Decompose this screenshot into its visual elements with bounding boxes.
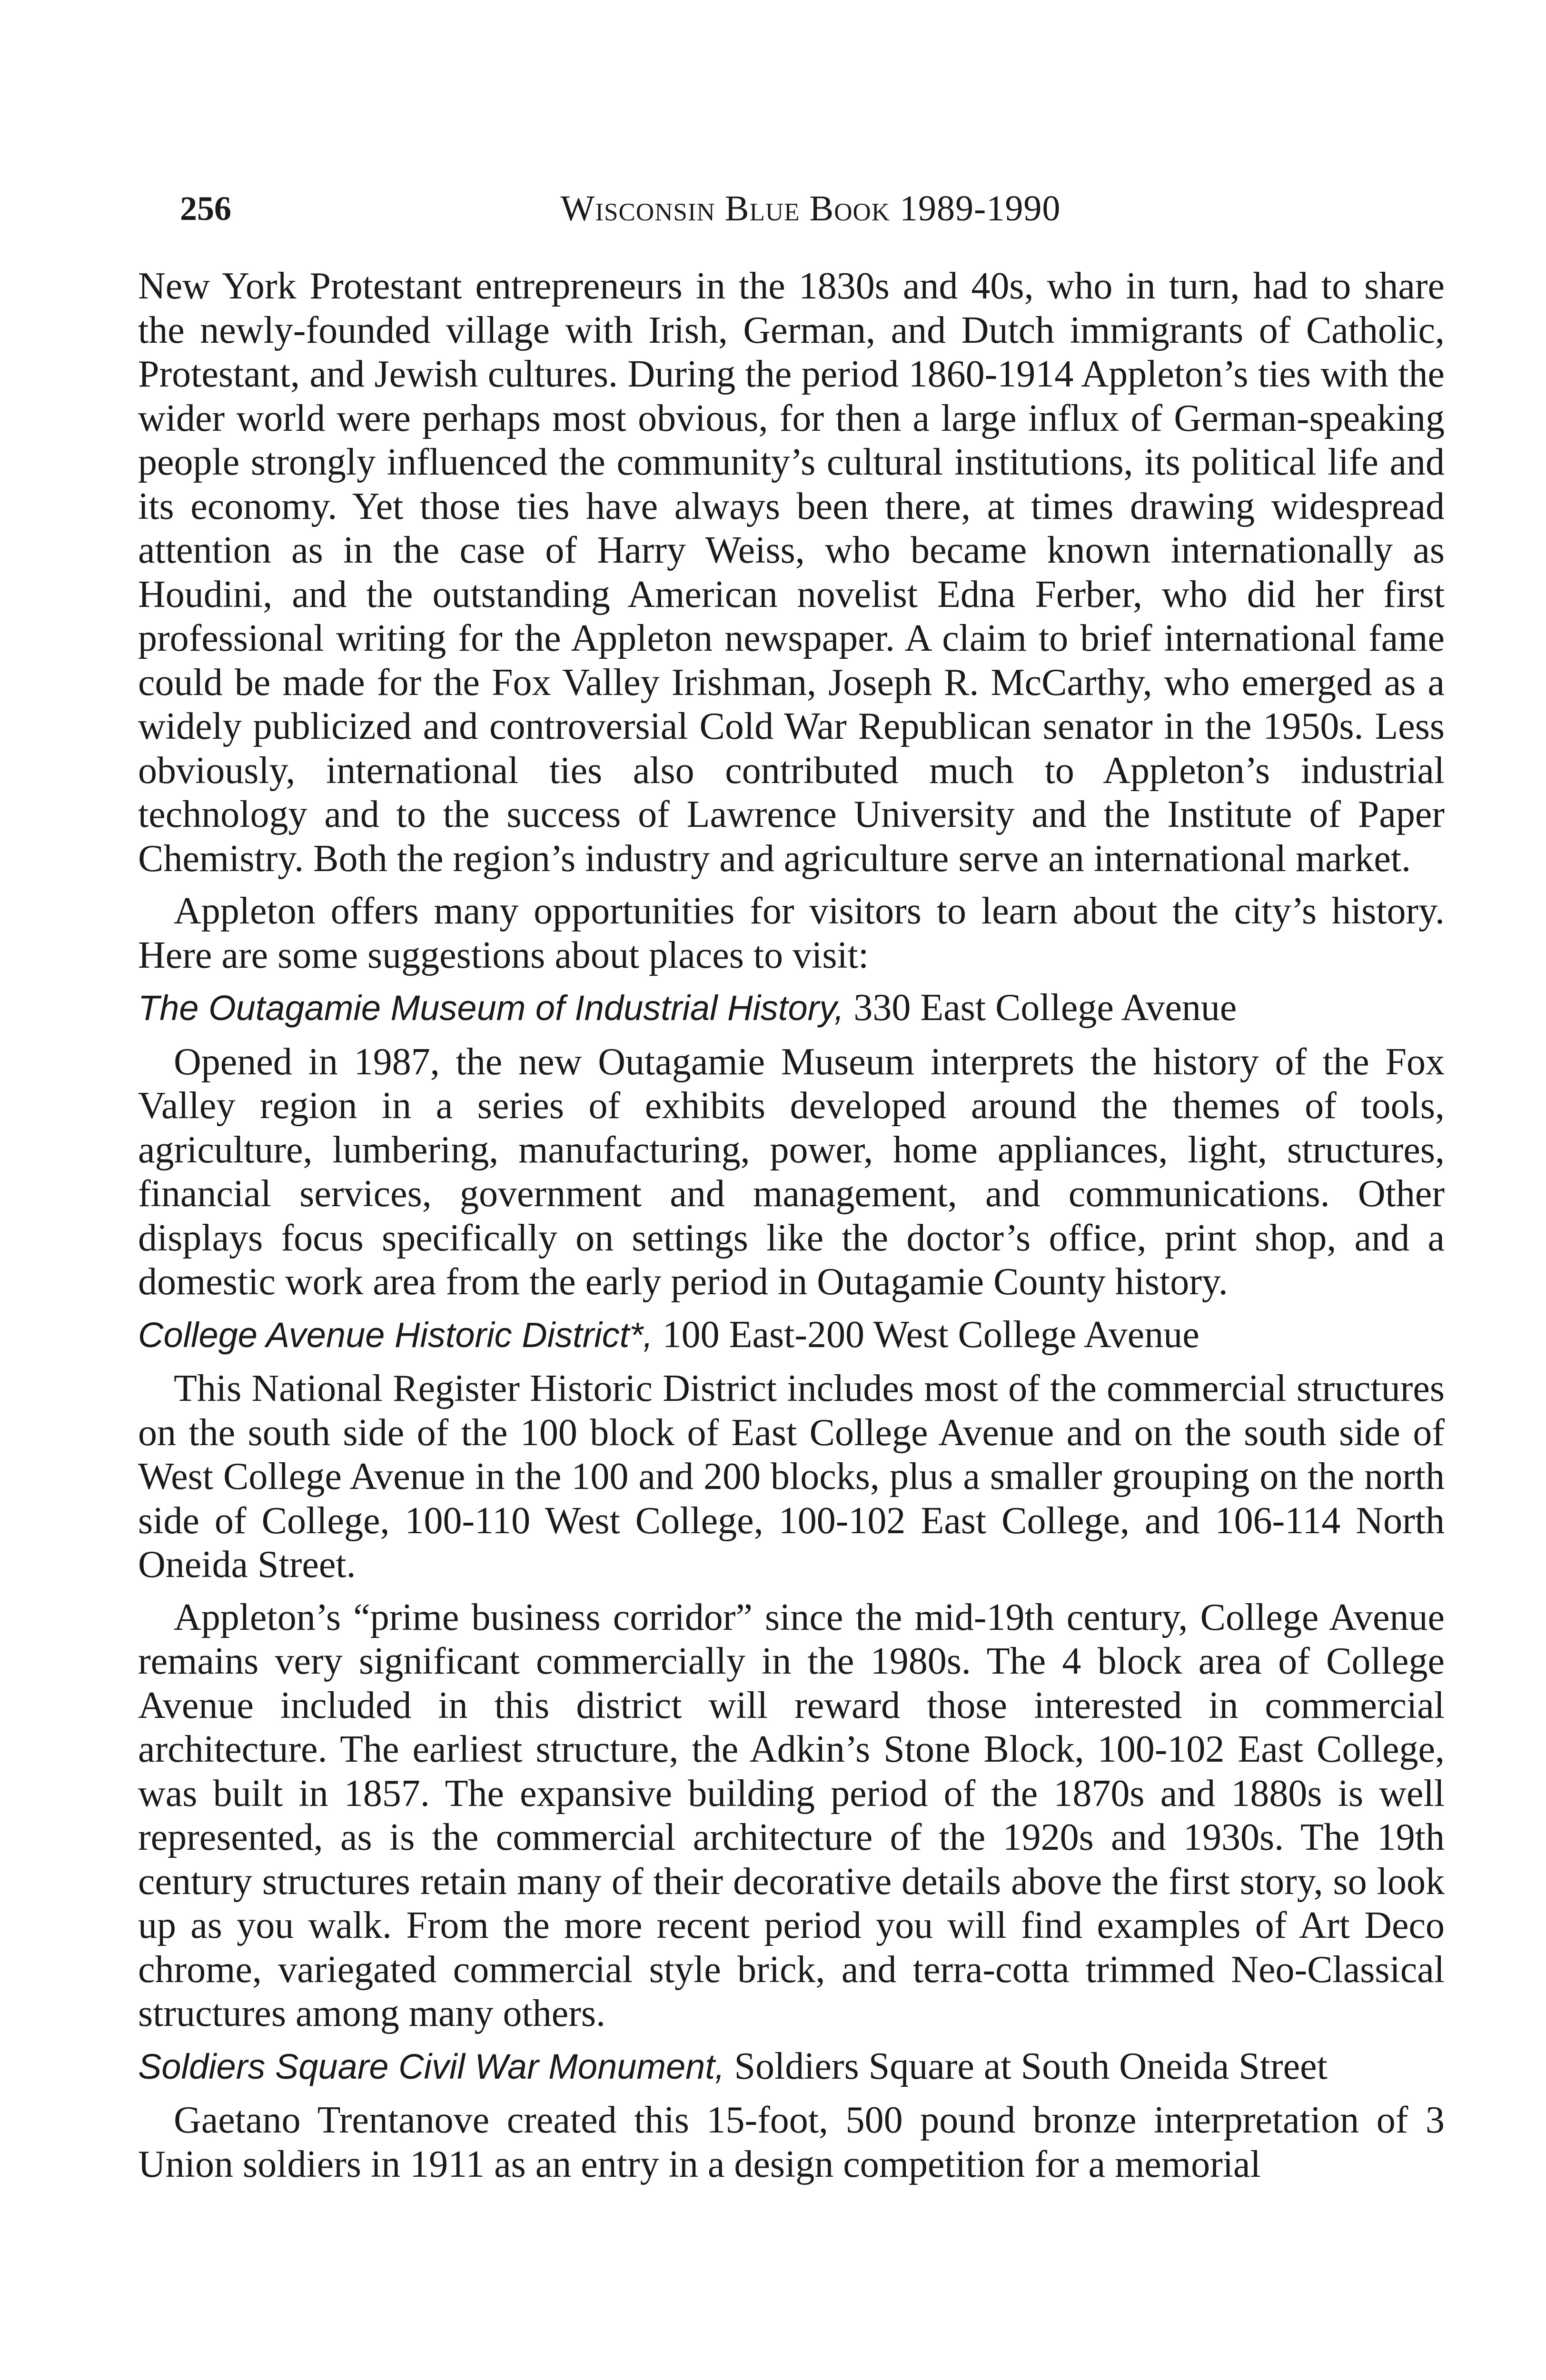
body-text [138, 264, 1445, 2186]
district-heading [138, 1313, 1445, 1358]
museum-heading [138, 986, 1445, 1031]
monument-paragraph: Gaetano Trentanove created this 15-foot, 500 pound bronze interpretation of 3 Union soldiers in 1911 as an entry in a design competition for a memorial [138, 2099, 1445, 2185]
museum-title: The Outagamie Museum of Industrial History, [138, 988, 844, 1028]
district-paragraph-2: Appleton’s “prime business corridor” since the mid-19th century, College Avenue remains very significant commercially in the 1980s. The 4 block area of College Avenue included in this district will reward those interested in commercial architecture. The earliest structure, the Adkin’s Stone Block, 100-102 East College, was built in 1857. The expansive building period of the 1870s and 1880s is well represented, as is the commercial architecture of the 1920s and 1930s. The 19th century structures retain many of their decorative details above the first story, so look up as you walk. From the more recent period you will find examples of Art Deco chrome, variegated commercial style brick, and terra-cotta trimmed Neo-Classical structures among many others. [138, 1596, 1445, 2034]
page-number: 256 [180, 189, 231, 228]
district-title: College Avenue Historic District*, [138, 1315, 653, 1355]
monument-title: Soldiers Square Civil War Monument, [138, 2046, 725, 2086]
running-title: Wisconsin Blue Book 1989-1990 [560, 188, 1061, 228]
museum-address: 330 East College Avenue [844, 987, 1237, 1029]
museum-paragraph: Opened in 1987, the new Outagamie Museum interprets the history of the Fox Valley region in a series of exhibits developed around the themes of tools, agriculture, lumbering, manufacturing, power, home appliances, light, structures, financial services, government and management, and communications. Other displays focus specifically on settings like the doctor’s office, print shop, and a domestic work area from the early period in Outagamie County history. [138, 1041, 1445, 1303]
visit-paragraph: Appleton offers many opportunities for visitors to learn about the city’s history. Here are some suggestions about places to visit: [138, 890, 1445, 976]
intro-paragraph: New York Protestant entrepreneurs in the 1830s and 40s, who in turn, had to share the newly-founded village with Irish, German, and Dutch immigrants of Catholic, Protestant, and Jewish cultures. During the period 1860-1914 Appleton’s ties with the wider world were perhaps most obvious, for then a large influx of German-speaking people strongly influenced the community’s cultural institutions, its political life and its economy. Yet those ties have always been there, at times drawing widespread attention as in the case of Harry Weiss, who became known internationally as Houdini, and the outstanding American novelist Edna Ferber, who did her first professional writing for the Appleton newspaper. A claim to brief international fame could be made for the Fox Valley Irishman, Joseph R. McCarthy, who emerged as a widely publicized and controversial Cold War Republican senator in the 1950s. Less obviously, international ties also contributed much to Appleton’s industrial technology and to the success of Lawrence University and the Institute of Paper Chemistry. Both the region’s industry and agriculture serve an international market. [138, 265, 1445, 880]
monument-heading [138, 2044, 1445, 2089]
district-paragraph-1: This National Register Historic District includes most of the commercial structures on the south side of the 100 block of East College Avenue and on the south side of West College Avenue in the 100 and 200 blocks, plus a smaller grouping on the north side of College, 100-110 West College, 100-102 East College, and 106-114 North Oneida Street. [138, 1368, 1445, 1586]
page-header [180, 185, 1441, 232]
district-address: 100 East-200 West College Avenue [653, 1313, 1199, 1356]
monument-address: Soldiers Square at South Oneida Street [724, 2045, 1328, 2087]
